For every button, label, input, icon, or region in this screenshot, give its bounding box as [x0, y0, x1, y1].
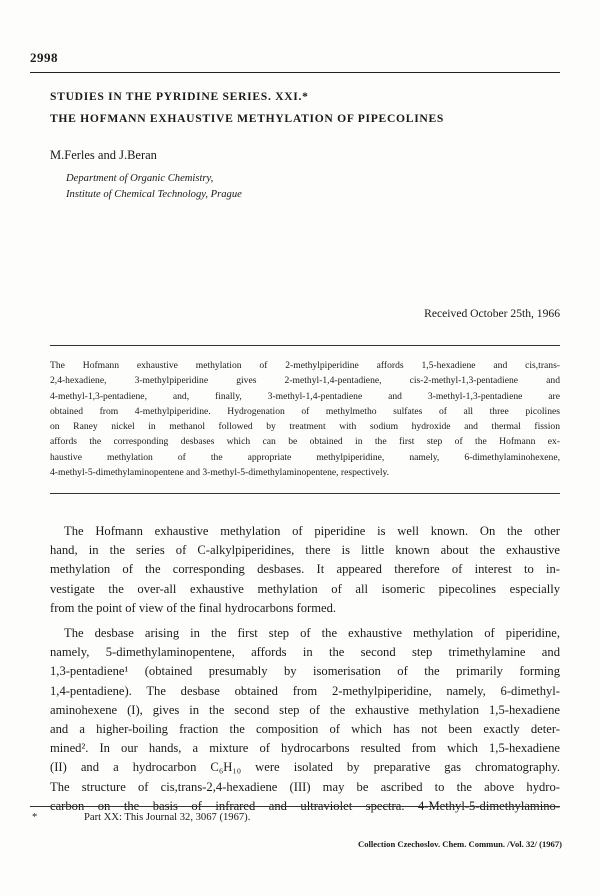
body-line: and a higher-boiling fraction the composition of which has not been exactly deter- [50, 722, 560, 737]
paragraph-1 [50, 522, 560, 618]
abstract-line: affords the corresponding desbases which can be obtained in the first step of the Hofmann ex- [50, 436, 560, 448]
abstract-line: 4-methyl-1,3-pentadiene, and, finally, 3-methyl-1,4-pentadiene and 3-methyl-1,3-pentadiene are [50, 390, 560, 402]
body-line: 1,3-pentadiene¹ (obtained presumably by isomerisation of the primarily forming [50, 664, 560, 679]
body-line: aminohexene (I), gives in the second step of the exhaustive methylation 1,5-hexadiene [50, 702, 560, 717]
body-line: The Hofmann exhaustive methylation of piperidine is well known. On the other [64, 524, 560, 538]
footnote-text: Part XX: This Journal 32, 3067 (1967). [84, 812, 251, 823]
body-line: The desbase arising in the first step of the exhaustive methylation of piperidine, [64, 626, 560, 641]
body-line: The structure of cis,trans-2,4-hexadiene (III) may be ascribed to the above hydro- [50, 779, 560, 794]
page-number: 2998 [30, 50, 58, 65]
body-line: hand, in the series of C-alkylpiperidines, there is little known about the exhaustive [50, 543, 560, 558]
body-line: vestigate the over-all exhaustive methylation of all isomeric pipecolines especially [50, 581, 560, 596]
authors: M.Ferles and J.Beran [50, 148, 157, 162]
body-line: methylation of the corresponding desbases. It appeared therefore of interest to in- [50, 562, 560, 577]
body-line: from the point of view of the final hydrocarbons formed. [50, 600, 337, 615]
footnote-marker: * [32, 812, 38, 823]
footnote [32, 812, 250, 823]
affiliation-line-2: Institute of Chemical Technology, Prague [66, 189, 242, 200]
abstract-line: 2,4-hexadiene, 3-methylpiperidine gives 2-methyl-1,4-pentadiene, cis-2-methyl-1,3-pentadiene and [50, 375, 560, 387]
abstract [50, 358, 560, 480]
abstract-line: The Hofmann exhaustive methylation of 2-methylpiperidine affords 1,5-hexadiene and cis,trans- [50, 360, 560, 371]
abstract-line: on Raney nickel in methanol followed by treatment with sodium hydroxide and thermal fission [50, 421, 560, 433]
abstract-top-rule [50, 345, 560, 346]
received-date: Received October 25th, 1966 [424, 307, 560, 320]
body-line: carbon on the basis of infrared and ultraviolet spectra. 4-Methyl-5-dimethylamino- [50, 798, 560, 813]
body-text [50, 522, 560, 816]
body-line: namely, 5-dimethylaminopentene, affords in the second step trimethylamine and [50, 645, 560, 660]
header-rule [30, 72, 560, 73]
affiliation [66, 171, 242, 203]
abstract-line: haustive methylation of the appropriate methylpiperidine, namely, 6-dimethylaminohexene, [50, 451, 560, 463]
title-line-2: THE HOFMANN EXHAUSTIVE METHYLATION OF PIPECOLINES [50, 112, 445, 125]
body-line: mined². In our hands, a mixture of hydrocarbons resulted from which 1,5-hexadiene [50, 741, 560, 756]
article-title [50, 86, 560, 130]
body-line: (II) and a hydrocarbon C₆H₁₀ were isolated by preparative gas chromatography. [50, 760, 560, 775]
journal-reference: Collection Czechoslov. Chem. Commun. /Vol. 32/ (1967) [357, 839, 562, 849]
footnote-rule [30, 806, 560, 807]
title-line-1: STUDIES IN THE PYRIDINE SERIES. XXI.* [50, 90, 309, 103]
body-line: 1,4-pentadiene). The desbase obtained from 2-methylpiperidine, namely, 6-dimethyl- [50, 683, 560, 698]
abstract-line: 4-methyl-5-dimethylaminopentene and 3-methyl-5-dimethylaminopentene, respectively. [50, 467, 390, 479]
affiliation-line-1: Department of Organic Chemistry, [66, 173, 214, 184]
abstract-line: obtained from 4-methylpiperidine. Hydrogenation of methylmetho sulfates of all three picolines [50, 405, 560, 417]
paragraph-2 [50, 624, 560, 816]
abstract-bottom-rule [50, 493, 560, 494]
